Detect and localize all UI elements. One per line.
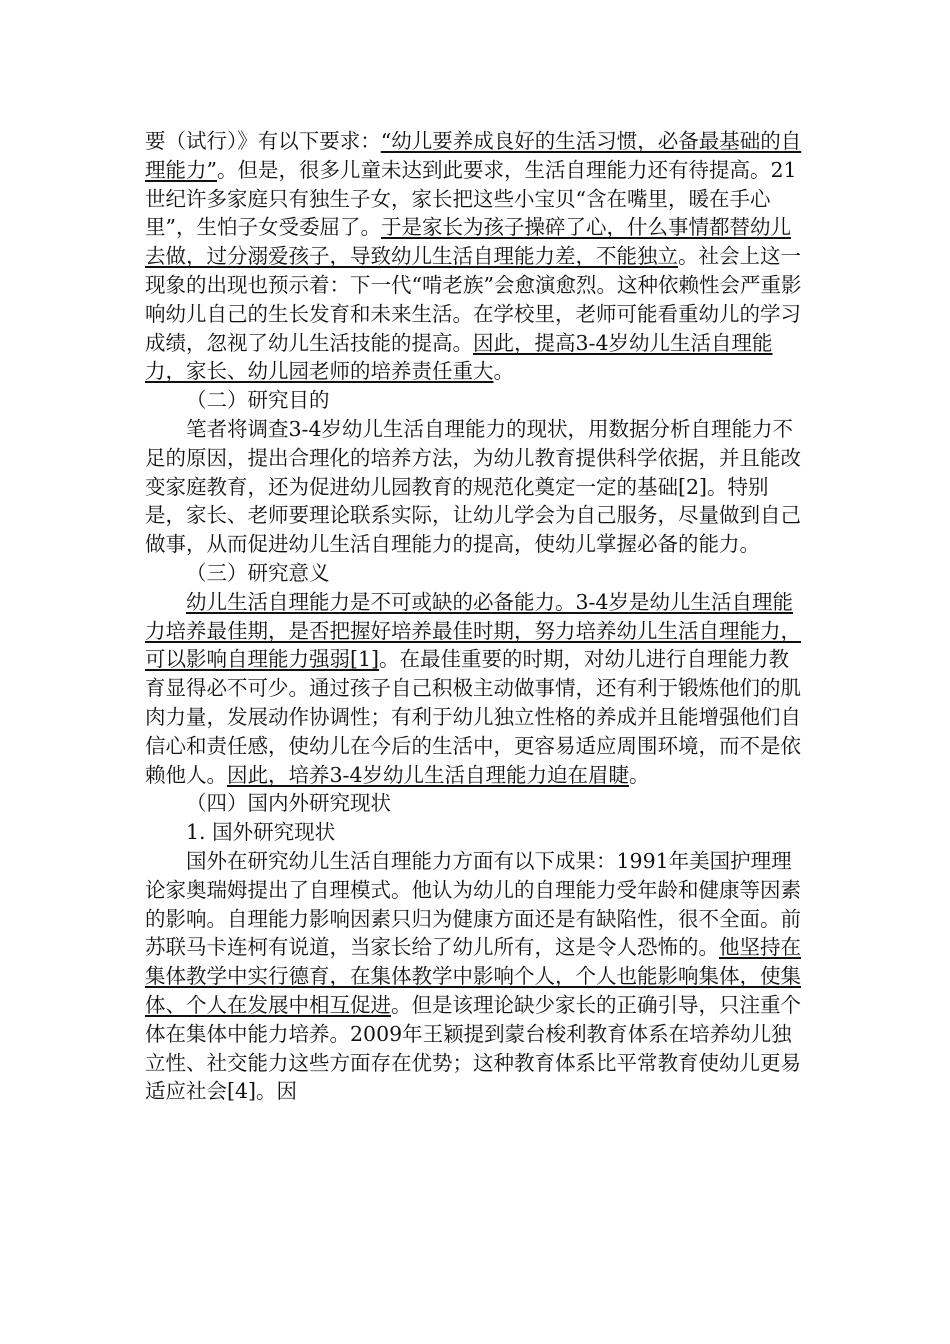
heading-text: （三）研究意义 bbox=[186, 560, 330, 585]
text-segment: 。但是该理论缺少家长的正确引导，只注重个体在集体中能力培养。2009年王颖提到蒙台梭利教育体系在培养幼儿独立性、社交能力这些方面存在优势；这种教育体系比平常教育使幼儿更易适应社会[4]。因 bbox=[145, 992, 801, 1104]
text-segment: 。 bbox=[629, 762, 650, 787]
section-heading-research-significance bbox=[145, 559, 805, 588]
heading-text: 1. 国外研究现状 bbox=[186, 820, 336, 845]
paragraph-research-purpose bbox=[145, 415, 805, 559]
underlined-text-segment: 因此，培养3-4岁幼儿生活自理能力迫在眉睫 bbox=[227, 762, 630, 787]
underlined-text-segment: 于是家长为孩子操碎了心，什么事情都替幼儿去做，过分溺爱孩子，导致幼儿生活自理能力差，不能独立 bbox=[145, 215, 791, 269]
text-segment: 。社会上这一现象的出现也预示着：下一代“啃老族”会愈演愈烈。这种依赖性会严重影响幼儿自己的生长发育和未来生活。在学校里，老师可能看重幼儿的学习成绩，忽视了幼儿生活技能的提高。 bbox=[145, 244, 802, 355]
paragraph-intro-continued bbox=[145, 127, 805, 386]
text-segment: 。 bbox=[493, 359, 514, 384]
text-segment: 国外在研究幼儿生活自理能力方面有以下成果：1991年美国护理理论家奥瑞姆提出了自理模式。他认为幼儿的自理能力受年龄和健康等因素的影响。自理能力影响因素只归为健康方面还是有缺陷性，很不全面。前苏联马卡连柯有说道，当家长给了幼儿所有，这是令人恐怖的。 bbox=[145, 848, 801, 960]
underlined-text-segment: 因此，提高3-4岁幼儿生活自理能力，家长、幼儿园老师的培养责任重大 bbox=[145, 330, 773, 384]
text-segment: 要（试行）》有以下要求： bbox=[145, 129, 381, 153]
document-page bbox=[145, 127, 805, 1106]
paragraph-research-significance bbox=[145, 588, 805, 790]
text-segment: 。但是，很多儿童未达到此要求，生活自理能力还有待提高。21世纪许多家庭只有独生子女，家长把这些小宝贝“含在嘴里，暖在手心里”，生怕子女受委屈了。 bbox=[145, 157, 797, 240]
subsection-heading-foreign-research bbox=[145, 818, 805, 847]
section-heading-research-purpose bbox=[145, 386, 805, 415]
underlined-text-segment: 他坚持在集体教学中实行德育，在集体教学中影响个人，个人也能影响集体，使集体、个人在发展中相互促进 bbox=[145, 935, 801, 1017]
text-segment: 。在最佳重要的时期，对幼儿进行自理能力教育显得必不可少。通过孩子自己积极主动做事情，还有利于锻炼他们的肌肉力量，发展动作协调性；有利于幼儿独立性格的养成并且能增强他们自信心和责任感，使幼儿在今后的生活中，更容易适应周围环境，而不是依赖他人。 bbox=[145, 647, 801, 787]
section-heading-research-status bbox=[145, 789, 805, 818]
text-segment: 笔者将调查3-4岁幼儿生活自理能力的现状，用数据分析自理能力不足的原因，提出合理化的培养方法，为幼儿教育提供科学依据，并且能改变家庭教育，还为促进幼儿园教育的规范化奠定一定的基础[2]。特别是，家长、老师要理论联系实际，让幼儿学会为自己服务，尽量做到自己做事，从而促进幼儿生活自理能力的提高，使幼儿掌握必备的能力。 bbox=[145, 416, 801, 557]
paragraph-foreign-research bbox=[145, 847, 805, 1106]
heading-text: （四）国内外研究现状 bbox=[186, 791, 391, 816]
heading-text: （二）研究目的 bbox=[186, 388, 330, 413]
underlined-text-segment: “幼儿要养成良好的生活习惯，必备最基础的自理能力” bbox=[145, 129, 802, 182]
underlined-text-segment: 幼儿生活自理能力是不可或缺的必备能力。3-4岁是幼儿生活自理能力培养最佳期，是否把握好培养最佳时期，努力培养幼儿生活自理能力，可以影响自理能力强弱[1] bbox=[145, 589, 801, 672]
